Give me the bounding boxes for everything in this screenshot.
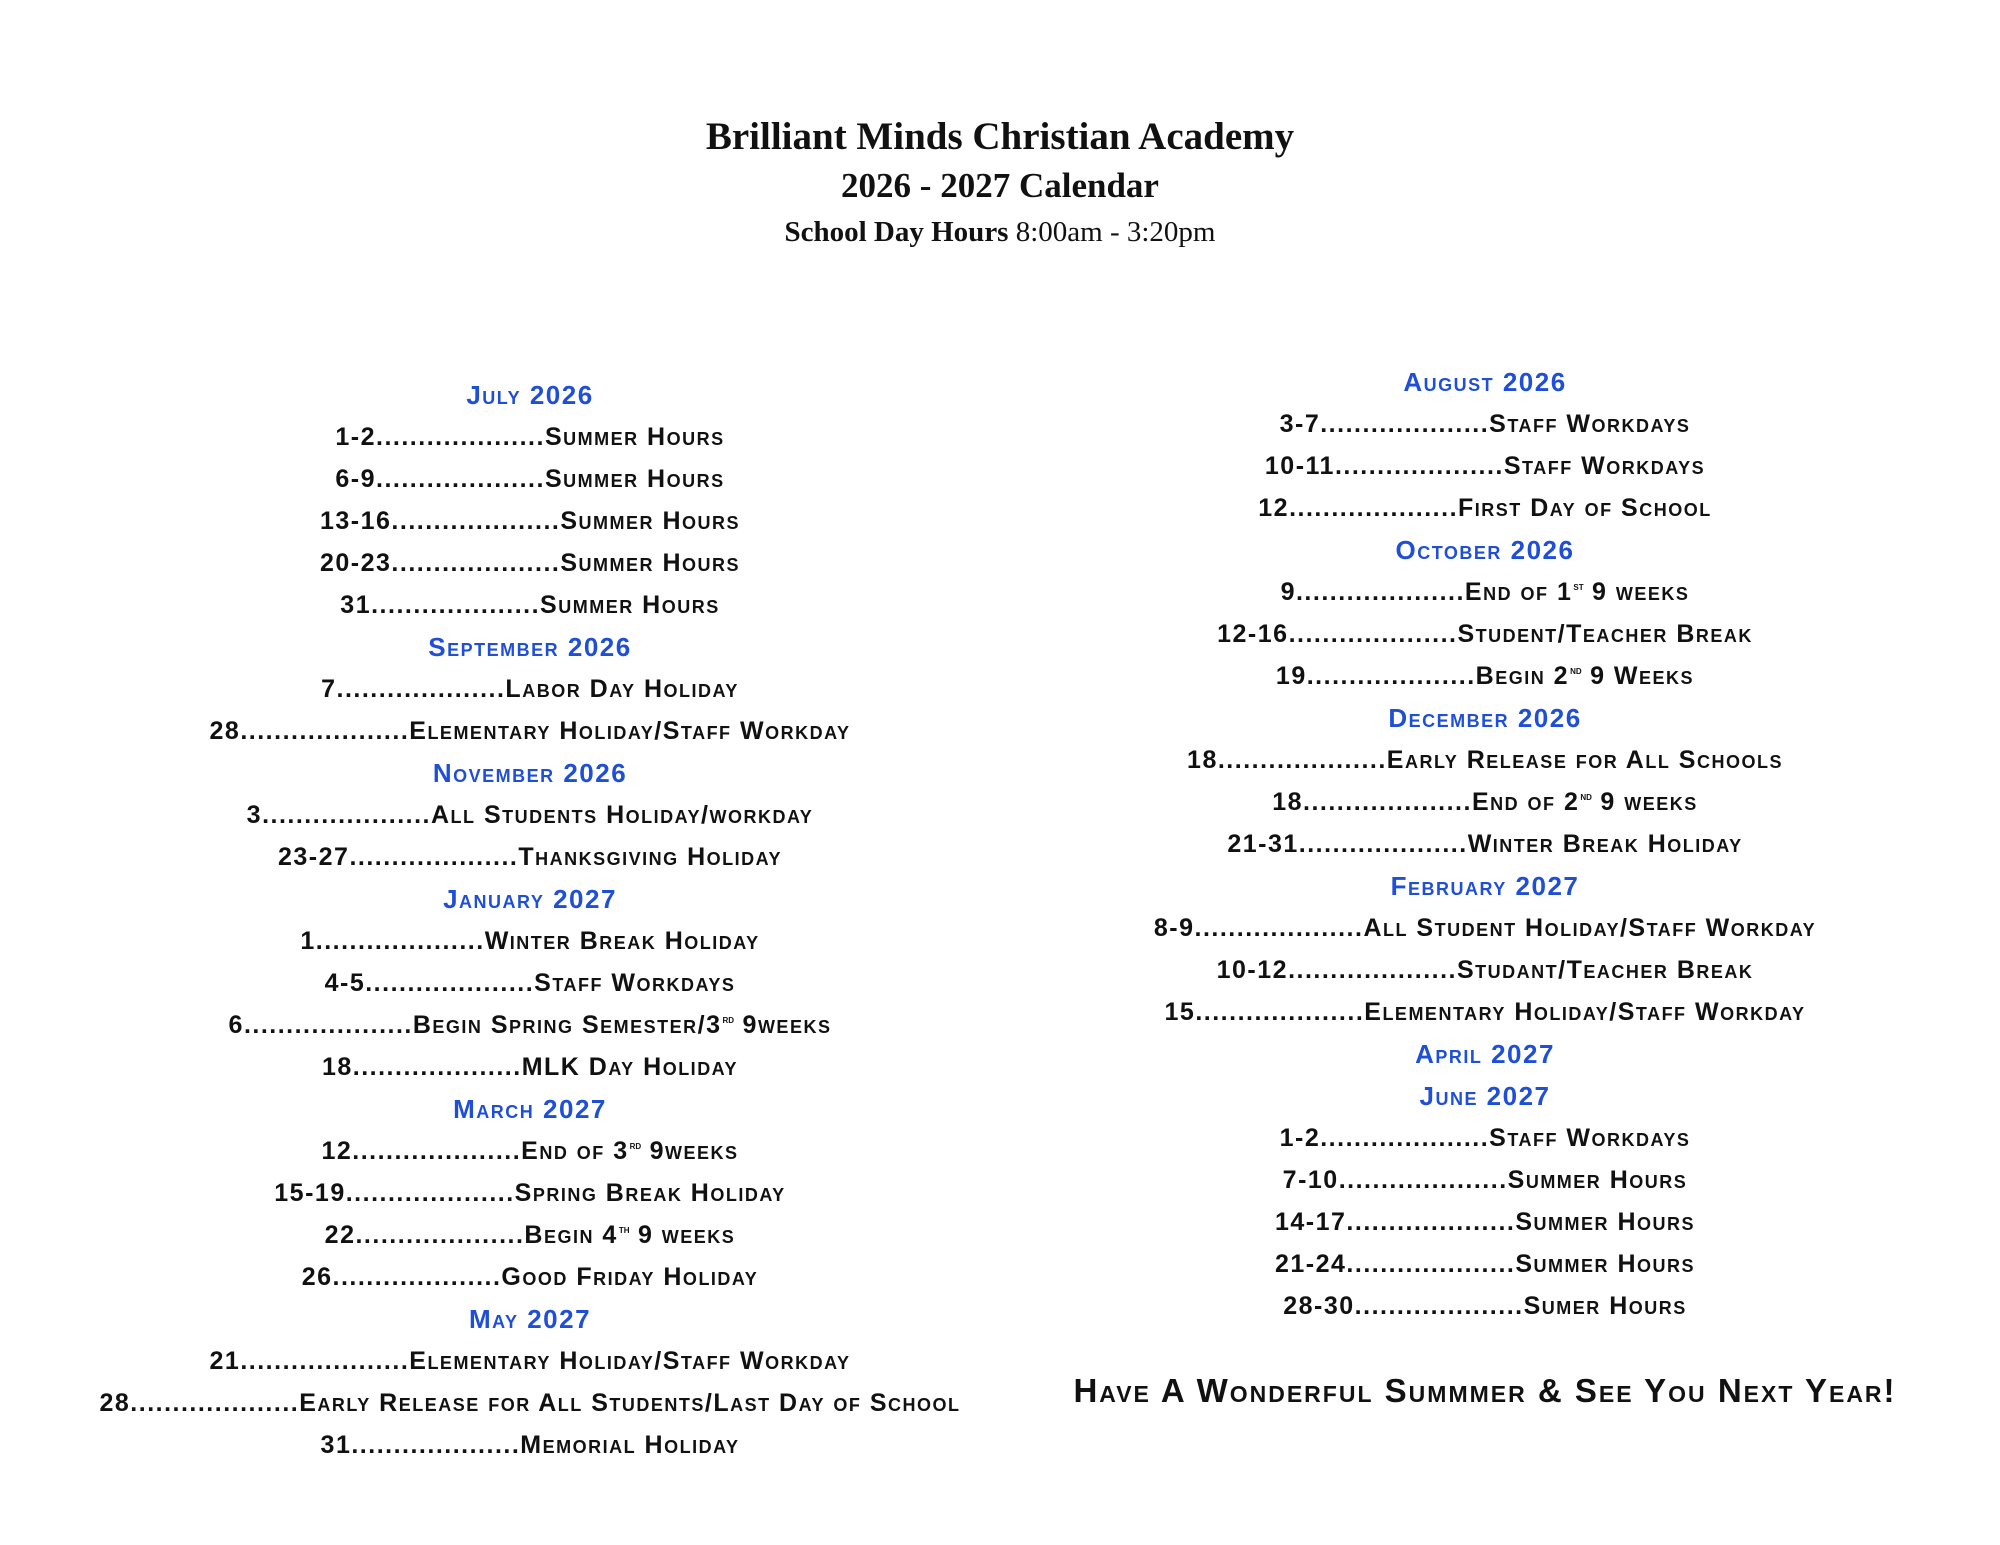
entry-event: Early Release for All Schools	[1386, 746, 1783, 774]
entry-event: Summer Hours	[1515, 1208, 1696, 1236]
month-heading: May 2027	[468, 1304, 592, 1334]
entry-event: Staff Workdays	[1489, 410, 1691, 438]
entry-date: 28	[99, 1389, 131, 1417]
calendar-entry	[80, 1256, 980, 1298]
entry-date: 22	[324, 1221, 356, 1249]
entry-event: Winter Break Holiday	[484, 927, 760, 955]
entry-event: Early Release for All Students/Last Day of School	[299, 1389, 961, 1417]
entry-event-cont: 9 weeks	[1591, 788, 1698, 816]
entry-event: Staff Workdays	[1503, 452, 1706, 480]
calendar-entry	[1035, 445, 1935, 487]
entry-date: 18	[1187, 746, 1218, 774]
entry-leader-dots: ....................	[349, 843, 519, 871]
entry-date: 31	[340, 591, 372, 619]
entry-date: 12	[321, 1137, 353, 1165]
entry-leader-dots: ....................	[376, 423, 545, 451]
calendar-entry	[80, 1382, 980, 1424]
entry-date: 15	[1164, 998, 1196, 1026]
entry-date: 10-11	[1264, 452, 1335, 480]
calendar-entry	[80, 1340, 980, 1382]
calendar-entry	[80, 962, 980, 1004]
entry-date: 1	[300, 927, 316, 955]
entry-leader-dots: ....................	[1195, 998, 1365, 1026]
entry-event: Thanksgiving Holiday	[518, 843, 782, 871]
entry-leader-dots: ....................	[391, 549, 561, 577]
school-hours	[0, 216, 2000, 249]
entry-event: All Students Holiday/workday	[431, 801, 814, 829]
month-heading: July 2026	[466, 380, 594, 410]
entry-date: 4-5	[324, 969, 366, 997]
entry-leader-dots: ....................	[1295, 578, 1465, 606]
calendar-entry	[80, 1046, 980, 1088]
month-heading: June 2027	[1419, 1081, 1551, 1111]
entry-event-cont: 9 Weeks	[1581, 662, 1695, 690]
calendar-entry	[1035, 1159, 1935, 1201]
entry-leader-dots: ....................	[371, 591, 541, 619]
entry-leader-dots: ....................	[1320, 1124, 1490, 1152]
entry-leader-dots: ....................	[1346, 1250, 1516, 1278]
right-calendar-column	[1035, 361, 1935, 1327]
entry-event: End of 3	[521, 1137, 629, 1165]
calendar-entry	[1035, 781, 1935, 823]
entry-ordinal-suffix: st	[1573, 579, 1584, 593]
month-heading: November 2026	[432, 758, 628, 788]
entry-event: End of 1	[1464, 578, 1573, 606]
calendar-entry	[1035, 1285, 1935, 1327]
calendar-entry	[1035, 991, 1935, 1033]
calendar-entry	[1035, 907, 1935, 949]
entry-leader-dots: ....................	[1334, 452, 1504, 480]
calendar-entry	[80, 794, 980, 836]
entry-ordinal-suffix: nd	[1580, 789, 1592, 803]
entry-event: Winter Break Holiday	[1467, 830, 1743, 858]
entry-date: 23-27	[277, 843, 350, 871]
entry-leader-dots: ....................	[262, 801, 431, 829]
entry-date: 21-31	[1227, 830, 1299, 858]
calendar-entry	[1035, 655, 1935, 697]
entry-date: 31	[320, 1431, 352, 1459]
calendar-entry	[1035, 1117, 1935, 1159]
entry-event-cont: 9weeks	[734, 1011, 832, 1039]
calendar-entry	[80, 458, 980, 500]
calendar-entry	[1035, 403, 1935, 445]
entry-leader-dots: ....................	[1354, 1292, 1524, 1320]
entry-event: Summer Hours	[544, 465, 725, 493]
entry-date: 19	[1275, 662, 1307, 690]
entry-leader-dots: ....................	[315, 927, 485, 955]
entry-date: 1-2	[335, 423, 377, 451]
entry-date: 13-16	[319, 507, 392, 535]
entry-leader-dots: ....................	[240, 717, 410, 745]
entry-event: Begin 4	[524, 1221, 618, 1249]
entry-event: Good Friday Holiday	[501, 1263, 759, 1291]
entry-leader-dots: ....................	[345, 1179, 515, 1207]
entry-leader-dots: ....................	[355, 1221, 525, 1249]
entry-date: 20-23	[319, 549, 392, 577]
entry-leader-dots: ....................	[240, 1347, 410, 1375]
entry-leader-dots: ....................	[130, 1389, 300, 1417]
entry-event: First Day of School	[1458, 494, 1712, 522]
calendar-entry	[1035, 487, 1935, 529]
calendar-entry	[80, 584, 980, 626]
entry-leader-dots: ....................	[1289, 494, 1459, 522]
entry-leader-dots: ....................	[1194, 914, 1364, 942]
entry-event: Elementary Holiday/Staff Workday	[1364, 998, 1806, 1026]
entry-date: 6	[228, 1011, 244, 1039]
calendar-entry	[1035, 949, 1935, 991]
entry-date: 12-16	[1217, 620, 1289, 648]
hours-value: 8:00am - 3:20pm	[1015, 216, 1216, 248]
calendar-entry	[1035, 1243, 1935, 1285]
entry-date: 7-10	[1282, 1166, 1339, 1194]
school-name: Brilliant Minds Christian Academy	[705, 115, 1295, 158]
entry-leader-dots: ....................	[1288, 956, 1457, 984]
left-calendar-column	[80, 374, 980, 1466]
entry-event: Staff Workdays	[534, 969, 736, 997]
calendar-entry	[80, 1130, 980, 1172]
entry-event: Summer Hours	[1507, 1166, 1688, 1194]
entry-date: 26	[301, 1263, 333, 1291]
entry-leader-dots: ....................	[1306, 662, 1476, 690]
entry-leader-dots: ....................	[352, 1137, 522, 1165]
month-heading: April 2027	[1415, 1039, 1555, 1069]
entry-date: 3	[246, 801, 263, 829]
entry-leader-dots: ....................	[1288, 620, 1458, 648]
entry-event: End of 2	[1471, 788, 1580, 816]
entry-date: 6-9	[335, 465, 377, 493]
entry-leader-dots: ....................	[1303, 788, 1472, 816]
entry-leader-dots: ....................	[1298, 830, 1468, 858]
entry-date: 8-9	[1153, 914, 1195, 942]
entry-leader-dots: ....................	[336, 675, 506, 703]
month-heading: January 2027	[443, 884, 617, 914]
entry-date: 15-19	[274, 1179, 346, 1207]
calendar-title: 2026 - 2027 Calendar	[841, 166, 1159, 205]
entry-date: 7	[321, 675, 337, 703]
entry-leader-dots: ....................	[1346, 1208, 1516, 1236]
entry-ordinal-suffix: rd	[629, 1138, 642, 1152]
calendar-entry	[1035, 1201, 1935, 1243]
entry-leader-dots: ....................	[391, 507, 561, 535]
calendar-entry	[80, 710, 980, 752]
entry-event: Summer Hours	[540, 591, 720, 619]
entry-ordinal-suffix: rd	[722, 1012, 735, 1026]
entry-leader-dots: ....................	[1320, 410, 1490, 438]
entry-event: Elementary Holiday/Staff Workday	[409, 717, 851, 745]
calendar-entry	[1035, 823, 1935, 865]
entry-event: Studant/Teacher Break	[1456, 956, 1754, 984]
entry-leader-dots: ....................	[243, 1011, 413, 1039]
entry-leader-dots: ....................	[351, 1431, 521, 1459]
entry-leader-dots: ....................	[352, 1053, 522, 1081]
entry-event: Begin Spring Semester/3	[412, 1011, 722, 1039]
entry-event: All Student Holiday/Staff Workday	[1363, 914, 1817, 942]
calendar-entry	[80, 668, 980, 710]
entry-date: 28	[209, 717, 241, 745]
entry-leader-dots: ....................	[365, 969, 535, 997]
entry-event: Begin 2	[1475, 662, 1570, 690]
month-heading: December 2026	[1388, 703, 1582, 733]
entry-date: 3-7	[1279, 410, 1321, 438]
entry-event: Sumer Hours	[1523, 1292, 1687, 1320]
entry-leader-dots: ....................	[376, 465, 545, 493]
entry-ordinal-suffix: nd	[1570, 663, 1582, 677]
month-heading: September 2026	[428, 632, 632, 662]
calendar-entry	[80, 500, 980, 542]
calendar-entry	[1035, 739, 1935, 781]
entry-ordinal-suffix: th	[618, 1222, 630, 1236]
month-heading: October 2026	[1395, 535, 1575, 565]
entry-event: Summer Hours	[1515, 1250, 1696, 1278]
entry-event: Student/Teacher Break	[1457, 620, 1753, 648]
entry-event: Staff Workdays	[1489, 1124, 1691, 1152]
entry-date: 1-2	[1279, 1124, 1321, 1152]
entry-date: 10-12	[1216, 956, 1289, 984]
month-heading: August 2026	[1403, 367, 1567, 397]
entry-event: Elementary Holiday/Staff Workday	[409, 1347, 851, 1375]
entry-event: MLK Day Holiday	[521, 1053, 739, 1081]
entry-date: 28-30	[1283, 1292, 1355, 1320]
calendar-entry	[80, 1424, 980, 1466]
calendar-entry	[80, 1172, 980, 1214]
entry-event: Labor Day Holiday	[505, 675, 739, 703]
entry-event: Summer Hours	[560, 549, 741, 577]
entry-event-cont: 9 weeks	[1583, 578, 1690, 606]
entry-date: 9	[1280, 578, 1296, 606]
entry-date: 14-17	[1274, 1208, 1347, 1236]
hours-label: School Day Hours	[784, 216, 1009, 248]
entry-date: 21	[209, 1347, 241, 1375]
calendar-entry	[80, 836, 980, 878]
entry-event: Summer Hours	[544, 423, 725, 451]
calendar-entry	[80, 542, 980, 584]
entry-date: 12	[1258, 494, 1290, 522]
entry-event: Memorial Holiday	[520, 1431, 740, 1459]
entry-date: 18	[321, 1053, 353, 1081]
calendar-entry	[80, 920, 980, 962]
calendar-entry	[1035, 613, 1935, 655]
entry-event: Summer Hours	[560, 507, 741, 535]
month-heading: March 2027	[453, 1094, 607, 1124]
calendar-entry	[80, 1214, 980, 1256]
month-heading: February 2027	[1390, 871, 1580, 901]
entry-event: Spring Break Holiday	[514, 1179, 786, 1207]
entry-leader-dots: ....................	[1217, 746, 1387, 774]
entry-leader-dots: ....................	[332, 1263, 502, 1291]
calendar-entry	[80, 416, 980, 458]
calendar-entry	[1035, 571, 1935, 613]
entry-date: 21-24	[1274, 1250, 1347, 1278]
closing-message: Have A Wonderful Summmer & See You Next Year!	[1073, 1372, 1897, 1409]
calendar-entry	[80, 1004, 980, 1046]
entry-date: 18	[1272, 788, 1304, 816]
entry-event-cont: 9weeks	[641, 1137, 739, 1165]
entry-event-cont: 9 weeks	[629, 1221, 736, 1249]
entry-leader-dots: ....................	[1338, 1166, 1508, 1194]
